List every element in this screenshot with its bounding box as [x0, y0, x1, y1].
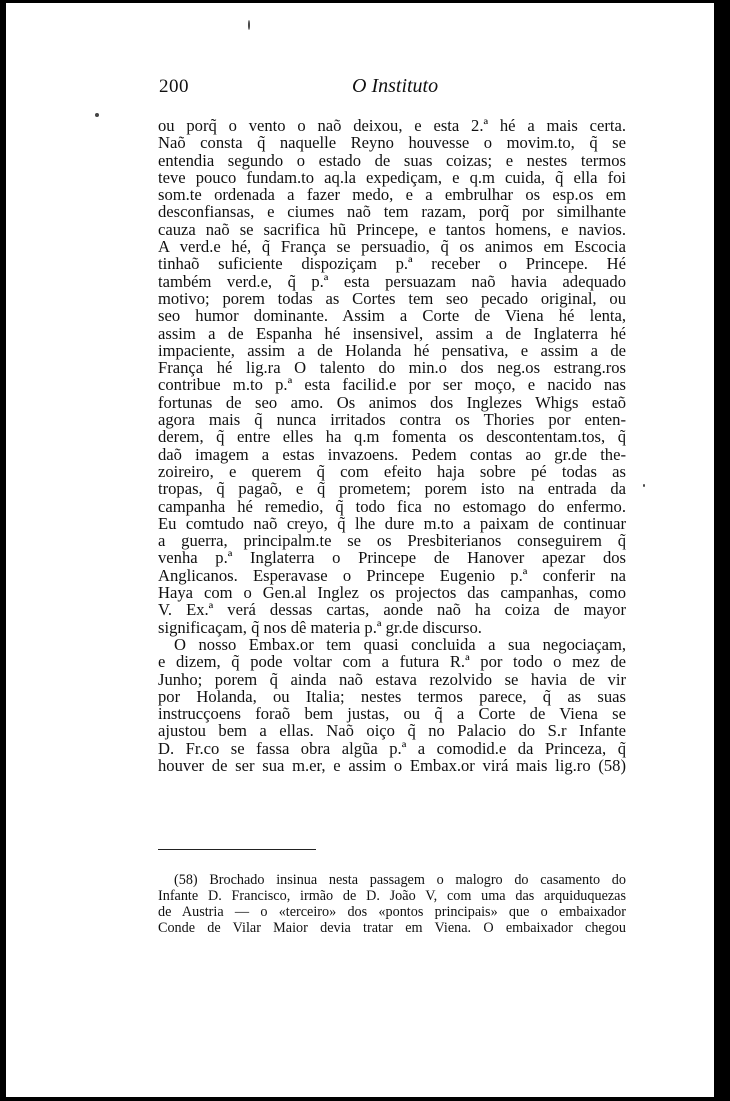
text-line: cauza naõ se sacrifica hũ Princepe, e tantos homens, e navios. [158, 219, 626, 239]
text-line: fortunas de seo amo. Os animos dos Inglezes Whigs estaõ [158, 392, 626, 412]
text-line: entendia segundo o estado de suas coizas; e nestes termos [158, 150, 626, 170]
text-line: ou porq̃ o vento o naõ deixou, e esta 2.ª hé a mais certa. [158, 116, 626, 135]
text-line: contribue m.to p.ª esta facilid.e por ser moço, e nacido nas [158, 375, 626, 395]
scan-border-right [714, 0, 730, 1101]
text-line: V. Ex.ª verá dessas cartas, aonde naõ ha coiza de mayor [158, 600, 626, 620]
scan-border-left [0, 0, 6, 1101]
footnote-line: de Austria — o «terceiro» dos «pontos principais» que o embaixador [158, 904, 626, 920]
text-line: venha p.ª Inglaterra o Princepe de Hanover apezar dos [158, 548, 626, 568]
text-line: tropas, q̃ pagaõ, e q̃ prometem; porem isto na entrada da [158, 479, 626, 499]
text-line: também verd.e, q̃ p.ª esta persuazam naõ havia adequado [158, 271, 626, 291]
text-line: significaçam, q̃ nos dê materia p.ª gr.de discurso. [158, 617, 482, 637]
text-line: seo humor dominante. Assim a Corte de Viena hé lenta, [158, 306, 626, 326]
page-number: 200 [159, 76, 189, 97]
scan-speck [95, 113, 99, 117]
text-line: Naõ consta q̃ naquelle Reyno houvesse o movim.to, q̃ se [158, 133, 626, 153]
text-line: derem, q̃ entre elles ha q.m fomenta os descontentam.tos, q̃ [158, 427, 626, 447]
text-line: zoireiro, e querem q̃ com efeito haja sobre pé todas as [158, 461, 626, 481]
text-line: impaciente, assim a de Holanda hé pensativa, e assim a de [158, 340, 626, 360]
text-line: Eu comtudo naõ creyo, q̃ lhe dure m.to a paixam de continuar [158, 513, 626, 533]
text-line: teve pouco fundam.to aq.la expediçam, e q.m cuida, q̃ ella foi [158, 167, 626, 187]
text-line: França hé lig.ra O talento do min.o dos neg.os estrang.ros [158, 358, 626, 378]
text-line: A verd.e hé, q̃ França se persuadio, q̃ os animos em Escocia [158, 237, 626, 257]
footnote-line: Infante D. Francisco, irmão de D. João V, com uma das arquiduquezas [158, 888, 626, 904]
text-line: D. Fr.co se fassa obra algũa p.ª a comodid.e da Princeza, q̃ [158, 738, 626, 758]
text-line: desconfiansas, e ciumes naõ tem razam, porq̃ por similhante [158, 202, 626, 222]
text-line: motivo; porem todas as Cortes tem seo pecado original, ou [158, 288, 626, 308]
text-line: instrucçoens foraõ bem justas, ou q̃ a Corte de Viena se [158, 704, 626, 724]
text-line: e dizem, q̃ pode voltar com a futura R.ª por todo o mez de [158, 652, 626, 672]
text-line: houver de ser sua m.er, e assim o Embax.or virá mais lig.ro (58) [158, 755, 626, 775]
text-line: daõ imagem a estas invazoens. Pedem contas ao gr.de the- [158, 444, 626, 464]
footnote-line: Conde de Vilar Maior devia tratar em Viena. O embaixador chegou [158, 920, 626, 936]
scan-border-top [0, 0, 730, 3]
text-line: tinhaõ suficiente dispoziçam p.ª receber o Princepe. Hé [158, 254, 626, 274]
footnote-line: (58) Brochado insinua nesta passagem o malogro do casamento do [174, 872, 626, 888]
text-line: Haya com o Gen.al Inglez os projectos das campanhas, como [158, 583, 626, 603]
text-line: Junho; porem q̃ ainda naõ estava rezolvido se havia de vir [158, 669, 626, 689]
text-line: assim a de Espanha hé insensivel, assim a de Inglaterra hé [158, 323, 626, 343]
text-line: som.te ordenada a fazer medo, e a embrulhar os esp.os em [158, 185, 626, 205]
text-line: Anglicanos. Esperavase o Princepe Eugenio p.ª conferir na [158, 565, 626, 585]
text-line: ajustou bem a ellas. Naõ oiço q̃ no Palacio do S.r Infante [158, 721, 626, 741]
text-line: campanha hé remedio, q̃ todo fica no estomago do enfermo. [158, 496, 626, 516]
text-line: por Holanda, ou Italia; nestes termos parece, q̃ as suas [158, 686, 626, 706]
footnote-rule [158, 849, 316, 850]
text-line: O nosso Embax.or tem quasi concluida a sua negociaçam, [174, 634, 626, 654]
text-line: agora mais q̃ nunca irritados contra os Thories por enten- [158, 410, 626, 430]
main-text [158, 117, 626, 774]
scan-speck [248, 20, 250, 30]
scan-speck [643, 484, 645, 487]
footnote [158, 872, 626, 936]
running-title: O Instituto [352, 75, 439, 97]
text-line: a guerra, principalm.te se os Presbiterianos conseguirem q̃ [158, 531, 626, 551]
scan-border-bottom [0, 1097, 730, 1101]
